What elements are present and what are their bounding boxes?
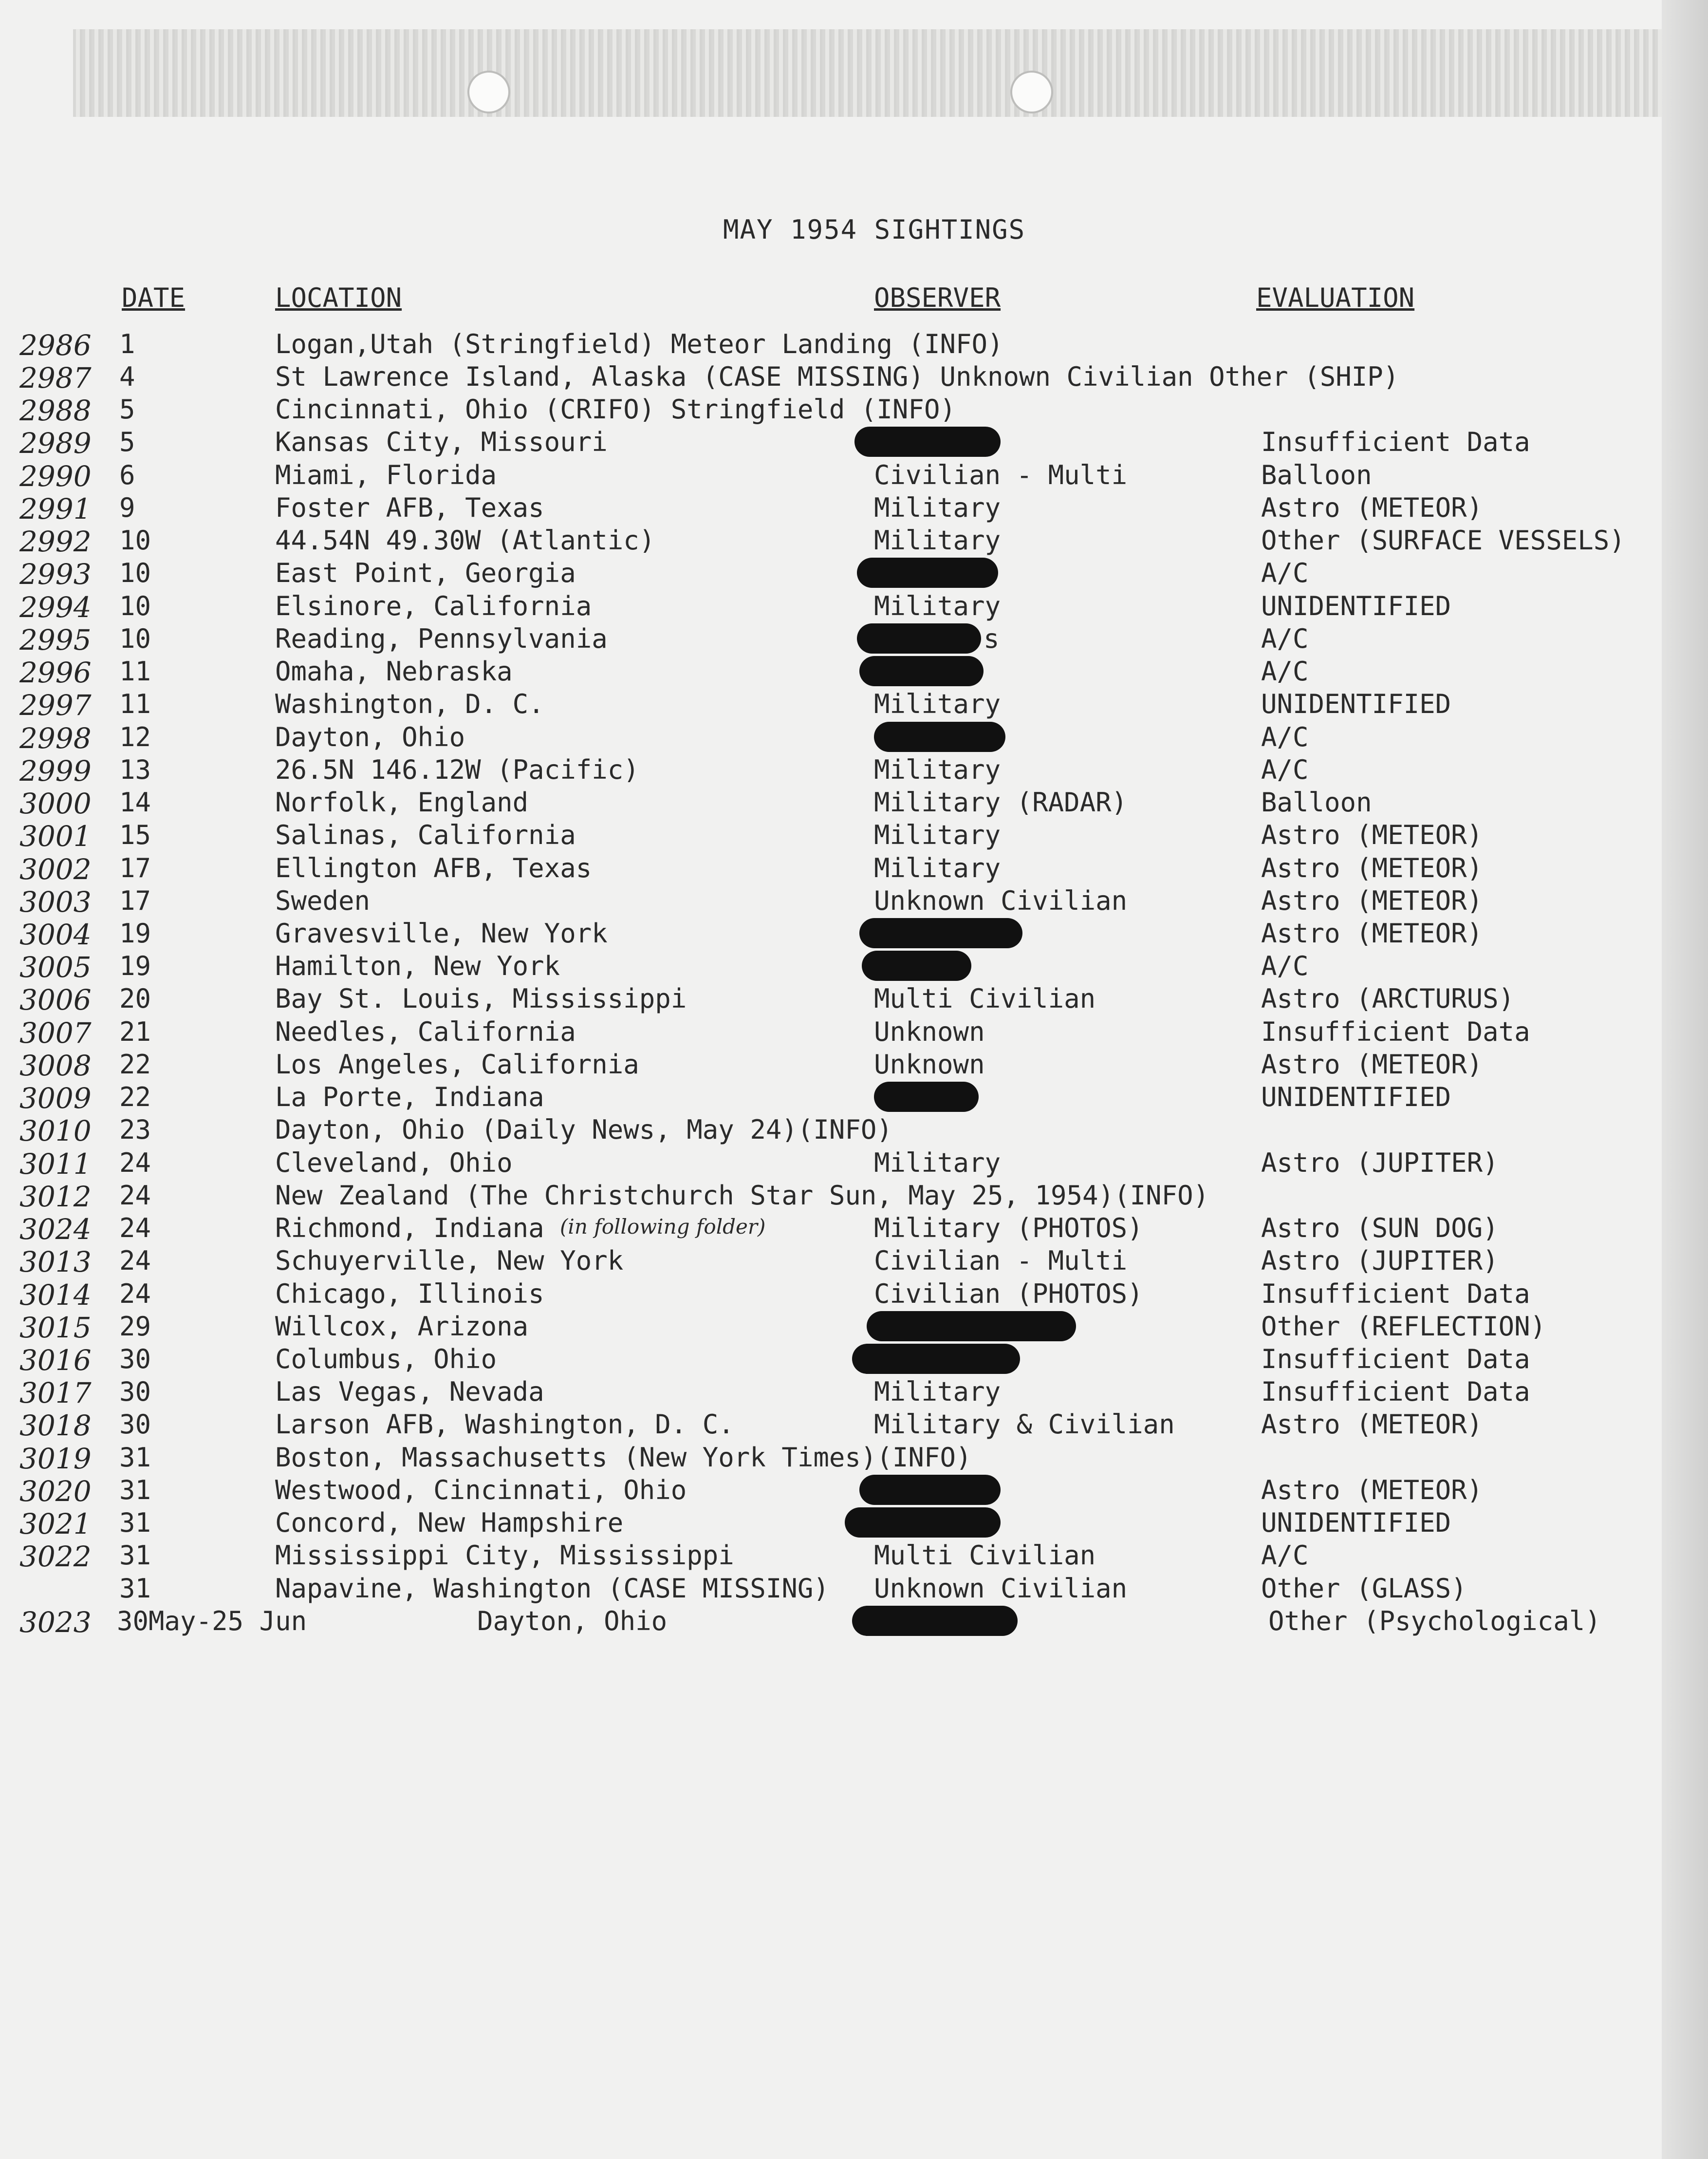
redaction-mark (859, 918, 1022, 948)
case-number: 3018 (19, 1409, 92, 1442)
location-cell: 26.5N 146.12W (Pacific) (275, 754, 639, 785)
binder-strip (73, 29, 1675, 117)
location-cell: Napavine, Washington (CASE MISSING) (275, 1573, 829, 1604)
location-cell: Cincinnati, Ohio (CRIFO) Stringfield (INFO) (275, 394, 956, 425)
location-cell: Norfolk, England (275, 787, 529, 818)
case-number: 3005 (19, 951, 92, 984)
date-cell: 11 (119, 656, 151, 687)
evaluation-cell: Insufficient Data (1261, 1016, 1530, 1047)
evaluation-cell: Astro (METEOR) (1261, 820, 1483, 850)
evaluation-cell: A/C (1261, 1540, 1309, 1571)
case-number: 3016 (19, 1344, 92, 1377)
evaluation-cell: Balloon (1261, 460, 1372, 490)
location-cell: Omaha, Nebraska (275, 656, 513, 687)
case-number: 3006 (19, 983, 92, 1016)
date-cell: 30May-25 Jun (117, 1606, 307, 1636)
observer-cell: Unknown Civilian (874, 885, 1128, 916)
location-cell: La Porte, Indiana (275, 1082, 544, 1112)
date-cell: 17 (119, 885, 151, 916)
redaction-mark (874, 1082, 979, 1112)
case-number: 3008 (19, 1049, 92, 1082)
location-cell: Los Angeles, California (275, 1049, 639, 1080)
page-edge (1662, 0, 1708, 2159)
date-cell: 19 (119, 951, 151, 981)
date-cell: 4 (119, 361, 135, 392)
case-number: 3019 (19, 1442, 92, 1475)
observer-cell: Unknown Civilian (874, 1573, 1128, 1604)
case-number: 2996 (19, 656, 92, 689)
case-number: 2992 (19, 525, 92, 558)
evaluation-cell: Other (REFLECTION) (1261, 1311, 1546, 1342)
location-cell: Bay St. Louis, Mississippi (275, 983, 687, 1014)
redaction-mark (859, 656, 984, 686)
location-cell: Hamilton, New York (275, 951, 560, 981)
redaction-mark (857, 558, 998, 588)
date-cell: 6 (119, 460, 135, 490)
page-title: MAY 1954 SIGHTINGS (723, 214, 1026, 245)
observer-cell: s (984, 623, 1000, 654)
evaluation-cell: Astro (METEOR) (1261, 853, 1483, 883)
case-number: 3007 (19, 1016, 92, 1050)
evaluation-cell: Astro (METEOR) (1261, 492, 1483, 523)
date-cell: 5 (119, 394, 135, 425)
location-cell: Willcox, Arizona (275, 1311, 529, 1342)
location-cell: Gravesville, New York (275, 918, 608, 949)
observer-cell: Civilian (PHOTOS) (874, 1278, 1143, 1309)
location-cell: Kansas City, Missouri (275, 427, 608, 457)
date-cell: 21 (119, 1016, 151, 1047)
date-cell: 12 (119, 722, 151, 752)
date-cell: 14 (119, 787, 151, 818)
case-number: 3002 (19, 853, 92, 886)
date-cell: 22 (119, 1082, 151, 1112)
case-number: 3004 (19, 918, 92, 951)
evaluation-cell: Other (Psychological) (1268, 1606, 1601, 1636)
date-cell: 31 (119, 1573, 151, 1604)
evaluation-cell: UNIDENTIFIED (1261, 1082, 1451, 1112)
location-cell: Dayton, Ohio (275, 722, 465, 752)
date-cell: 31 (119, 1540, 151, 1571)
observer-cell: Civilian - Multi (874, 460, 1128, 490)
evaluation-cell: Other (GLASS) (1261, 1573, 1467, 1604)
evaluation-cell: Other (SURFACE VESSELS) (1261, 525, 1625, 556)
evaluation-cell: Astro (METEOR) (1261, 885, 1483, 916)
observer-cell: Military (RADAR) (874, 787, 1128, 818)
observer-cell: Unknown (874, 1049, 985, 1080)
date-cell: 24 (119, 1180, 151, 1211)
date-cell: 15 (119, 820, 151, 850)
date-cell: 9 (119, 492, 135, 523)
date-cell: 30 (119, 1409, 151, 1440)
location-cell: East Point, Georgia (275, 558, 576, 588)
evaluation-cell: UNIDENTIFIED (1261, 689, 1451, 719)
redaction-mark (852, 1606, 1018, 1636)
redaction-mark (852, 1344, 1020, 1374)
date-cell: 13 (119, 754, 151, 785)
header-location: LOCATION (275, 282, 402, 313)
evaluation-cell: Insufficient Data (1261, 1278, 1530, 1309)
date-cell: 24 (119, 1245, 151, 1276)
case-number: 3001 (19, 820, 92, 853)
location-cell: Sweden (275, 885, 371, 916)
case-number: 3012 (19, 1180, 92, 1213)
case-number: 3009 (19, 1082, 92, 1115)
case-number: 3022 (19, 1540, 92, 1573)
date-cell: 10 (119, 525, 151, 556)
location-cell: Las Vegas, Nevada (275, 1376, 544, 1407)
evaluation-cell: A/C (1261, 722, 1309, 752)
observer-cell: Military (874, 492, 1001, 523)
location-cell: Salinas, California (275, 820, 576, 850)
observer-cell: Military (874, 689, 1001, 719)
case-number: 3013 (19, 1245, 92, 1278)
case-number: 3011 (19, 1147, 92, 1181)
redaction-mark (867, 1311, 1076, 1341)
location-cell: New Zealand (The Christchurch Star Sun, May 25, 1954)(INFO) (275, 1180, 1209, 1211)
observer-cell: Military (874, 820, 1001, 850)
evaluation-cell: Astro (METEOR) (1261, 1049, 1483, 1080)
header-observer: OBSERVER (874, 282, 1001, 313)
observer-cell: Military (874, 591, 1001, 621)
location-cell: Needles, California (275, 1016, 576, 1047)
evaluation-cell: A/C (1261, 656, 1309, 687)
evaluation-cell: A/C (1261, 754, 1309, 785)
case-number: 2997 (19, 689, 92, 722)
evaluation-cell: Astro (JUPITER) (1261, 1147, 1499, 1178)
location-cell: Dayton, Ohio (Daily News, May 24)(INFO) (275, 1114, 892, 1145)
location-cell: Dayton, Ohio (477, 1606, 668, 1636)
case-number: 2999 (19, 754, 92, 788)
case-number: 3014 (19, 1278, 92, 1312)
location-cell: Larson AFB, Washington, D. C. (275, 1409, 734, 1440)
case-number: 3003 (19, 885, 92, 919)
redaction-mark (874, 722, 1005, 752)
date-cell: 5 (119, 427, 135, 457)
location-cell: Cleveland, Ohio (275, 1147, 513, 1178)
evaluation-cell: Astro (SUN DOG) (1261, 1213, 1499, 1243)
punch-hole (1010, 71, 1053, 113)
case-number: 2991 (19, 492, 92, 526)
date-cell: 11 (119, 689, 151, 719)
location-cell: Concord, New Hampshire (275, 1507, 624, 1538)
location-cell: Washington, D. C. (275, 689, 544, 719)
date-cell: 23 (119, 1114, 151, 1145)
location-cell: Elsinore, California (275, 591, 592, 621)
case-number: 3010 (19, 1114, 92, 1147)
evaluation-cell: UNIDENTIFIED (1261, 1507, 1451, 1538)
redaction-mark (857, 623, 981, 654)
case-number: 2987 (19, 361, 92, 394)
observer-cell: Military & Civilian (874, 1409, 1175, 1440)
date-cell: 24 (119, 1278, 151, 1309)
location-cell: Schuyerville, New York (275, 1245, 624, 1276)
location-cell: 44.54N 49.30W (Atlantic) (275, 525, 655, 556)
observer-cell: Military (874, 525, 1001, 556)
date-cell: 17 (119, 853, 151, 883)
evaluation-cell: A/C (1261, 951, 1309, 981)
header-date: DATE (122, 282, 186, 313)
observer-cell: Military (874, 754, 1001, 785)
case-number: 3015 (19, 1311, 92, 1344)
case-number: 3020 (19, 1475, 92, 1508)
date-cell: 31 (119, 1507, 151, 1538)
date-cell: 10 (119, 591, 151, 621)
evaluation-cell: Astro (METEOR) (1261, 918, 1483, 949)
location-cell: Logan,Utah (Stringfield) Meteor Landing (INFO) (275, 329, 1003, 359)
observer-cell: Unknown (874, 1016, 985, 1047)
evaluation-cell: Insufficient Data (1261, 1376, 1530, 1407)
evaluation-cell: Astro (METEOR) (1261, 1409, 1483, 1440)
case-number: 2986 (19, 329, 92, 362)
redaction-mark (854, 427, 1001, 457)
observer-cell: Military (874, 1147, 1001, 1178)
location-cell: Mississippi City, Mississippi (275, 1540, 734, 1571)
location-cell: Westwood, Cincinnati, Ohio (275, 1475, 687, 1505)
location-cell: Ellington AFB, Texas (275, 853, 592, 883)
case-number: 2990 (19, 460, 92, 493)
case-number: 3024 (19, 1213, 92, 1246)
observer-cell: Military (874, 853, 1001, 883)
observer-cell: Multi Civilian (874, 1540, 1096, 1571)
location-cell: Columbus, Ohio (275, 1344, 497, 1374)
evaluation-cell: Insufficient Data (1261, 1344, 1530, 1374)
location-cell: Boston, Massachusetts (New York Times)(INFO) (275, 1442, 972, 1473)
case-number: 2995 (19, 623, 92, 657)
observer-cell: Military (PHOTOS) (874, 1213, 1143, 1243)
evaluation-cell: UNIDENTIFIED (1261, 591, 1451, 621)
case-number: 3017 (19, 1376, 92, 1409)
date-cell: 1 (119, 329, 135, 359)
evaluation-cell: A/C (1261, 558, 1309, 588)
location-cell: Foster AFB, Texas (275, 492, 544, 523)
location-cell: Miami, Florida (275, 460, 497, 490)
case-number: 2998 (19, 722, 92, 755)
case-number: 3000 (19, 787, 92, 820)
date-cell: 29 (119, 1311, 151, 1342)
location-cell: Reading, Pennsylvania (275, 623, 608, 654)
observer-cell: Civilian - Multi (874, 1245, 1128, 1276)
case-number: 3021 (19, 1507, 92, 1540)
evaluation-cell: Astro (JUPITER) (1261, 1245, 1499, 1276)
date-cell: 30 (119, 1344, 151, 1374)
date-cell: 31 (119, 1475, 151, 1505)
location-cell: Chicago, Illinois (275, 1278, 544, 1309)
evaluation-cell: Astro (METEOR) (1261, 1475, 1483, 1505)
date-cell: 31 (119, 1442, 151, 1473)
redaction-mark (862, 951, 971, 981)
case-number: 2994 (19, 591, 92, 624)
punch-hole (467, 71, 510, 113)
case-number: 2989 (19, 427, 92, 460)
evaluation-cell: Insufficient Data (1261, 427, 1530, 457)
redaction-mark (845, 1507, 1001, 1538)
redaction-mark (859, 1475, 1001, 1505)
evaluation-cell: Astro (ARCTURUS) (1261, 983, 1515, 1014)
date-cell: 19 (119, 918, 151, 949)
observer-cell: Military (874, 1376, 1001, 1407)
evaluation-cell: A/C (1261, 623, 1309, 654)
date-cell: 22 (119, 1049, 151, 1080)
observer-cell: Multi Civilian (874, 983, 1096, 1014)
header-evaluation: EVALUATION (1256, 282, 1415, 313)
case-number: 3023 (19, 1606, 92, 1639)
case-number: 2988 (19, 394, 92, 427)
date-cell: 20 (119, 983, 151, 1014)
case-number: 2993 (19, 558, 92, 591)
date-cell: 30 (119, 1376, 151, 1407)
location-cell: Richmond, Indiana (275, 1213, 544, 1243)
date-cell: 10 (119, 623, 151, 654)
handwritten-note: (in following folder) (560, 1215, 766, 1239)
date-cell: 24 (119, 1147, 151, 1178)
date-cell: 10 (119, 558, 151, 588)
date-cell: 24 (119, 1213, 151, 1243)
evaluation-cell: Balloon (1261, 787, 1372, 818)
location-cell: St Lawrence Island, Alaska (CASE MISSING) Unknown Civilian Other (SHIP) (275, 361, 1399, 392)
